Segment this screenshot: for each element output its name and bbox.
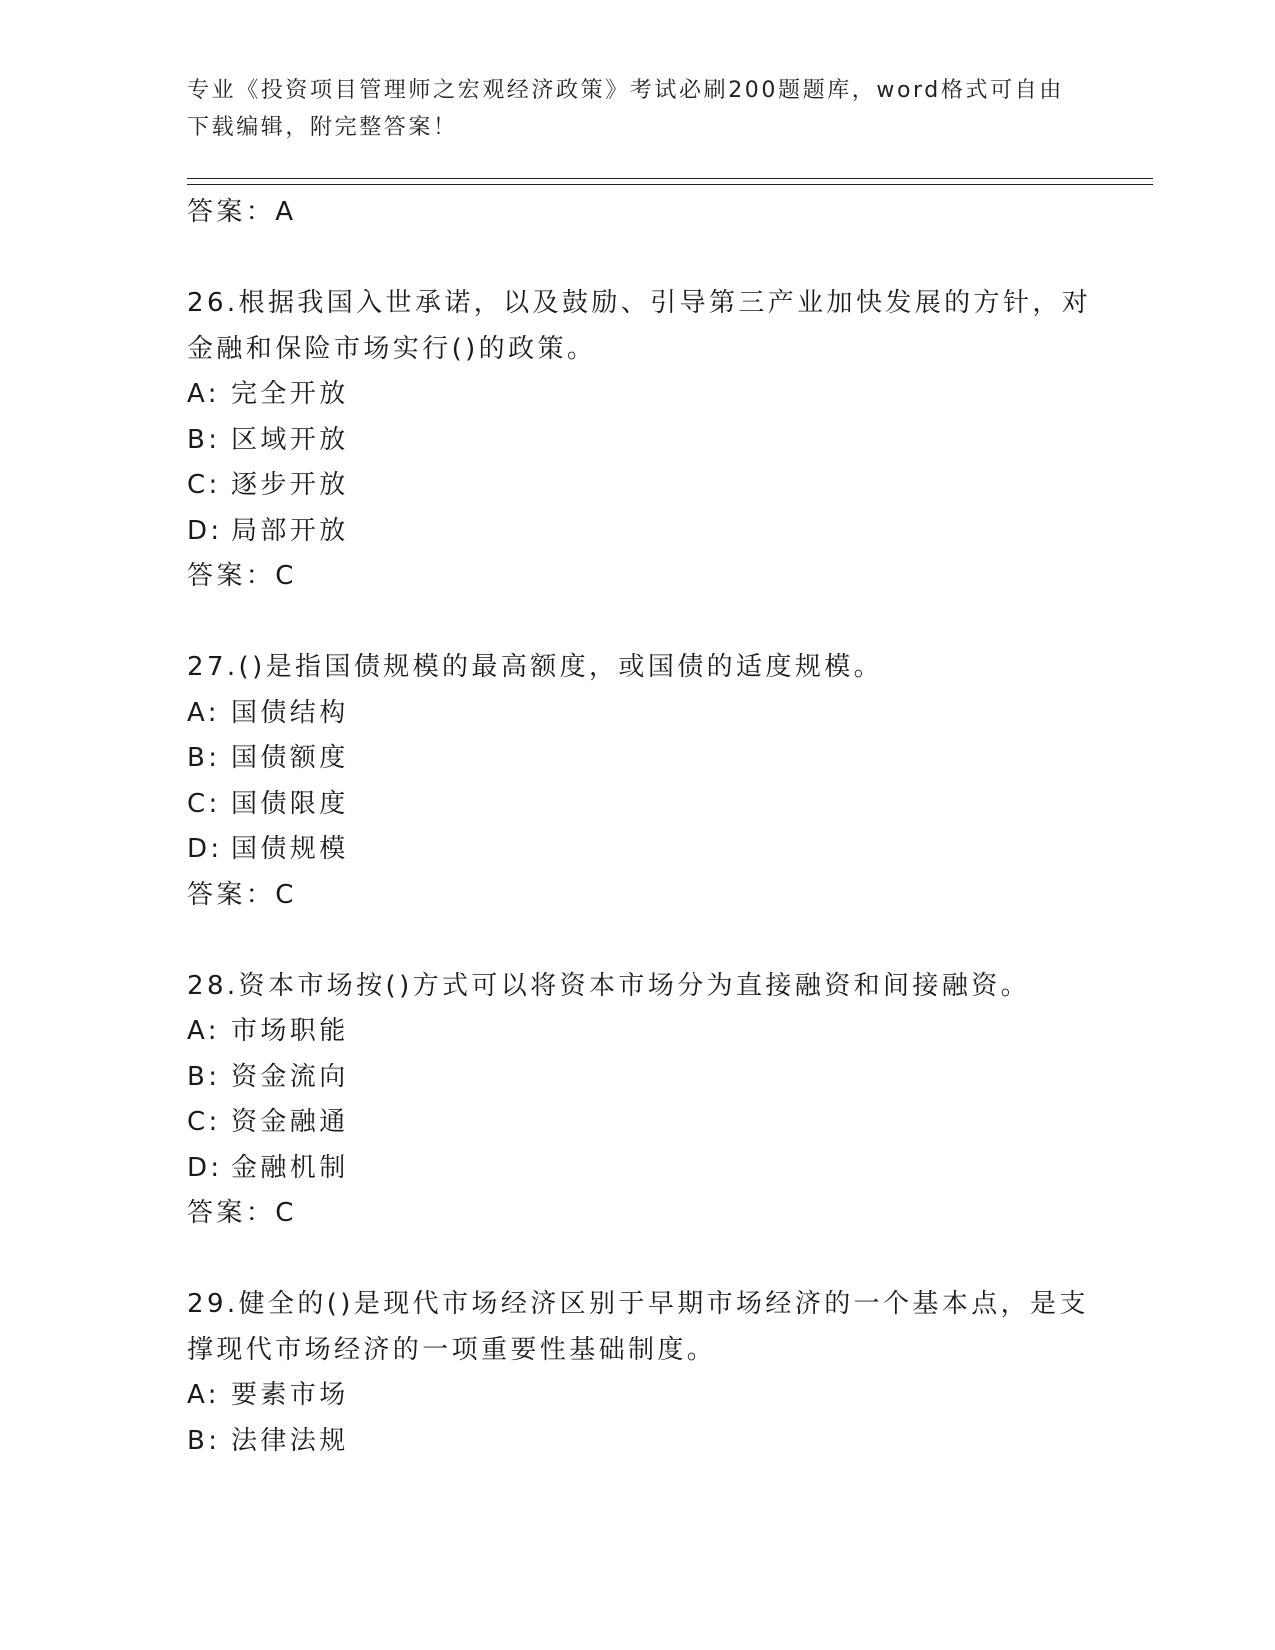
option-label: D: — [187, 1152, 223, 1183]
spacer — [187, 600, 1087, 646]
question-block — [187, 1282, 1087, 1464]
option-label: B: — [187, 1061, 221, 1092]
option-row — [187, 1419, 1087, 1465]
option-text: 国债额度 — [231, 743, 349, 773]
header-divider — [187, 178, 1153, 185]
question-stem-line: 27.()是指国债规模的最高额度，或国债的适度规模。 — [187, 652, 884, 682]
option-label: D: — [187, 515, 223, 546]
option-text: 法律法规 — [231, 1425, 349, 1456]
option-text: 国债限度 — [231, 788, 349, 819]
answer-line: 答案：C — [187, 561, 297, 591]
question-list — [187, 190, 1092, 1464]
option-row — [187, 827, 1087, 873]
header-line-1: 专业《投资项目管理师之宏观经济政策》考试必刷200题题库，word格式可自由 — [187, 78, 1064, 103]
option-text: 完全开放 — [231, 379, 349, 409]
option-row — [187, 1009, 1087, 1055]
option-label: B: — [187, 1425, 221, 1456]
question-stem-line: 撑现代市场经济的一项重要性基础制度。 — [187, 1334, 717, 1365]
question-stem-line: 26.根据我国入世承诺，以及鼓励、引导第三产业加快发展的方针，对 — [187, 288, 1092, 318]
spacer — [187, 918, 1087, 964]
option-label: B: — [187, 424, 221, 455]
option-text: 区域开放 — [231, 424, 349, 455]
option-label: C: — [187, 1107, 221, 1137]
question-block — [187, 281, 1092, 645]
option-text: 金融机制 — [231, 1152, 349, 1183]
answer-line: 答案：C — [187, 1198, 297, 1228]
option-text: 要素市场 — [231, 1380, 349, 1410]
option-row — [187, 782, 1087, 828]
spacer — [187, 236, 1087, 282]
option-row — [187, 691, 1087, 737]
option-text: 资金融通 — [231, 1107, 349, 1137]
option-label: D: — [187, 834, 223, 864]
option-text: 逐步开放 — [231, 470, 349, 500]
question-stem-line: 28.资本市场按()方式可以将资本市场分为直接融资和间接融资。 — [187, 970, 1031, 1001]
option-row — [187, 1055, 1087, 1101]
option-label: C: — [187, 470, 221, 500]
option-row — [187, 736, 1087, 782]
option-text: 市场职能 — [231, 1016, 349, 1046]
option-row — [187, 372, 1087, 418]
option-text: 资金流向 — [231, 1061, 349, 1092]
option-row — [187, 1373, 1087, 1419]
answer-line: 答案：C — [187, 879, 297, 910]
questions-container — [187, 281, 1092, 1464]
spacer — [187, 1237, 1087, 1283]
option-text: 局部开放 — [231, 515, 349, 546]
option-row — [187, 463, 1087, 509]
option-row — [187, 418, 1087, 464]
option-label: B: — [187, 743, 221, 773]
question-stem-line: 金融和保险市场实行()的政策。 — [187, 333, 597, 364]
option-row — [187, 509, 1087, 555]
option-label: A: — [187, 1016, 220, 1046]
option-label: C: — [187, 788, 221, 819]
header-line-2: 下载编辑，附完整答案！ — [187, 115, 458, 140]
option-label: A: — [187, 697, 220, 728]
previous-answer: 答案：A — [187, 197, 297, 227]
option-label: A: — [187, 1380, 220, 1410]
option-text: 国债结构 — [231, 697, 349, 728]
page-header — [187, 72, 1067, 146]
option-row — [187, 1100, 1087, 1146]
question-stem-line: 29.健全的()是现代市场经济区别于早期市场经济的一个基本点，是支 — [187, 1289, 1089, 1319]
option-label: A: — [187, 379, 220, 409]
question-block — [187, 645, 1087, 964]
option-text: 国债规模 — [231, 834, 349, 864]
option-row — [187, 1146, 1087, 1192]
question-block — [187, 964, 1087, 1283]
